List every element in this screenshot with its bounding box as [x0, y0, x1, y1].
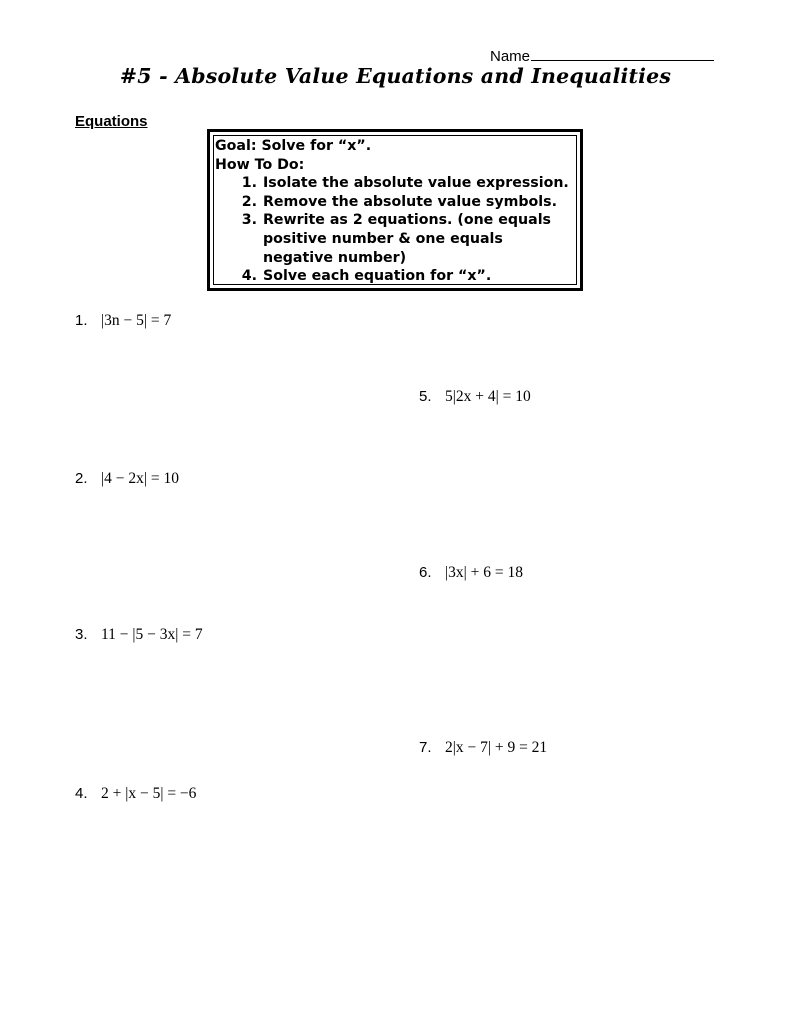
goal-line: Goal: Solve for “x”.	[215, 138, 372, 154]
problem-2	[75, 470, 179, 488]
step-item: 2. Remove the absolute value symbols.	[262, 193, 575, 212]
name-blank-line	[531, 46, 714, 61]
page-title: #5 - Absolute Value Equations and Inequalities	[119, 64, 672, 88]
problem-equation: |3x| + 6 = 18	[445, 564, 523, 581]
problem-number: 4.	[75, 785, 88, 802]
step-item: 1. Isolate the absolute value expression.	[262, 174, 575, 193]
steps-list	[215, 174, 575, 286]
problem-1	[75, 312, 171, 330]
problem-5	[419, 388, 531, 406]
problem-number: 5.	[419, 388, 432, 405]
problem-equation: 2 + |x − 5| = −6	[101, 785, 197, 802]
problem-number: 1.	[75, 312, 88, 329]
step-item: 3. Rewrite as 2 equations. (one equals positive number & one equals negative number)	[262, 211, 575, 267]
problem-number: 7.	[419, 739, 432, 756]
step-item: 4. Solve each equation for “x”.	[262, 267, 575, 286]
how-to-line: How To Do:	[215, 156, 305, 173]
problem-equation: |3n − 5| = 7	[101, 312, 172, 329]
problem-equation: 5|2x + 4| = 10	[445, 388, 531, 405]
problem-4	[75, 785, 196, 803]
problem-number: 6.	[419, 564, 432, 581]
section-heading-equations: Equations	[75, 113, 148, 130]
problem-equation: 11 − |5 − 3x| = 7	[101, 626, 203, 643]
name-label: Name	[490, 48, 531, 65]
problem-number: 3.	[75, 626, 88, 643]
problem-equation: |4 − 2x| = 10	[101, 470, 179, 487]
problem-equation: 2|x − 7| + 9 = 21	[445, 739, 548, 756]
problem-number: 2.	[75, 470, 88, 487]
problem-6	[419, 564, 523, 582]
problem-7	[419, 739, 547, 757]
problem-3	[75, 626, 203, 644]
instructions-text	[215, 137, 575, 286]
name-field	[490, 46, 714, 65]
